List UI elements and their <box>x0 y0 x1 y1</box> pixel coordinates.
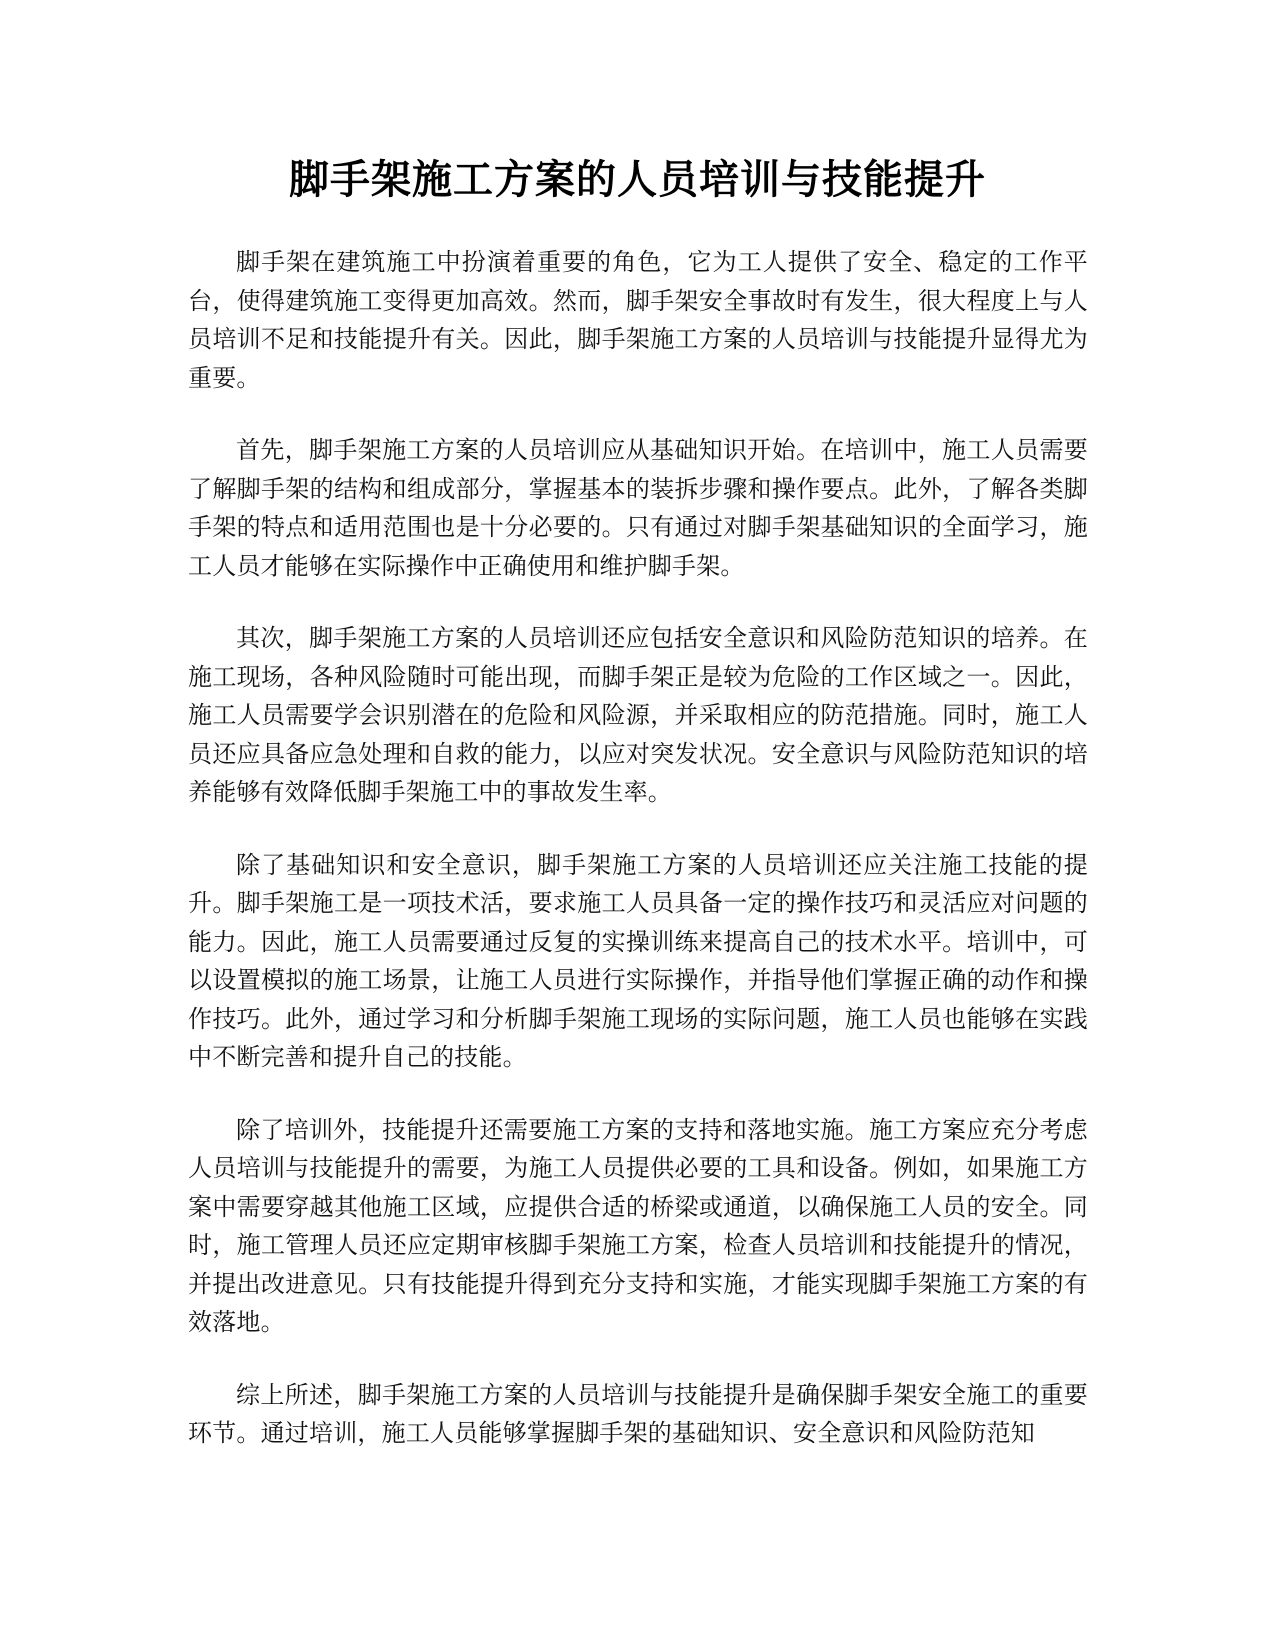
paragraph-5: 除了培训外，技能提升还需要施工方案的支持和落地实施。施工方案应充分考虑人员培训与技能提升的需要，为施工人员提供必要的工具和设备。例如，如果施工方案中需要穿越其他施工区域，应提供合适的桥梁或通道，以确保施工人员的安全。同时，施工管理人员还应定期审核脚手架施工方案，检查人员培训和技能提升的情况，并提出改进意见。只有技能提升得到充分支持和实施，才能实现脚手架施工方案的有效落地。 <box>188 1115 1088 1336</box>
paragraph-1: 脚手架在建筑施工中扮演着重要的角色，它为工人提供了安全、稳定的工作平台，使得建筑施工变得更加高效。然而，脚手架安全事故时有发生，很大程度上与人员培训不足和技能提升有关。因此，脚手架施工方案的人员培训与技能提升显得尤为重要。 <box>188 248 1088 392</box>
paragraph-6: 综上所述，脚手架施工方案的人员培训与技能提升是确保脚手架安全施工的重要环节。通过培训，施工人员能够掌握脚手架的基础知识、安全意识和风险防范知 <box>188 1380 1088 1447</box>
paragraph-2: 首先，脚手架施工方案的人员培训应从基础知识开始。在培训中，施工人员需要了解脚手架的结构和组成部分，掌握基本的装拆步骤和操作要点。此外，了解各类脚手架的特点和适用范围也是十分必要的。只有通过对脚手架基础知识的全面学习，施工人员才能够在实际操作中正确使用和维护脚手架。 <box>188 436 1088 580</box>
paragraph-4: 除了基础知识和安全意识，脚手架施工方案的人员培训还应关注施工技能的提升。脚手架施工是一项技术活，要求施工人员具备一定的操作技巧和灵活应对问题的能力。因此，施工人员需要通过反复的实操训练来提高自己的技术水平。培训中，可以设置模拟的施工场景，让施工人员进行实际操作，并指导他们掌握正确的动作和操作技巧。此外，通过学习和分析脚手架施工现场的实际问题，施工人员也能够在实践中不断完善和提升自己的技能。 <box>188 850 1088 1071</box>
paragraph-3: 其次，脚手架施工方案的人员培训还应包括安全意识和风险防范知识的培养。在施工现场，各种风险随时可能出现，而脚手架正是较为危险的工作区域之一。因此，施工人员需要学会识别潜在的危险和风险源，并采取相应的防范措施。同时，施工人员还应具备应急处理和自救的能力，以应对突发状况。安全意识与风险防范知识的培养能够有效降低脚手架施工中的事故发生率。 <box>188 624 1088 806</box>
document-title: 脚手架施工方案的人员培训与技能提升 <box>289 157 986 203</box>
document-body <box>188 243 1088 1487</box>
